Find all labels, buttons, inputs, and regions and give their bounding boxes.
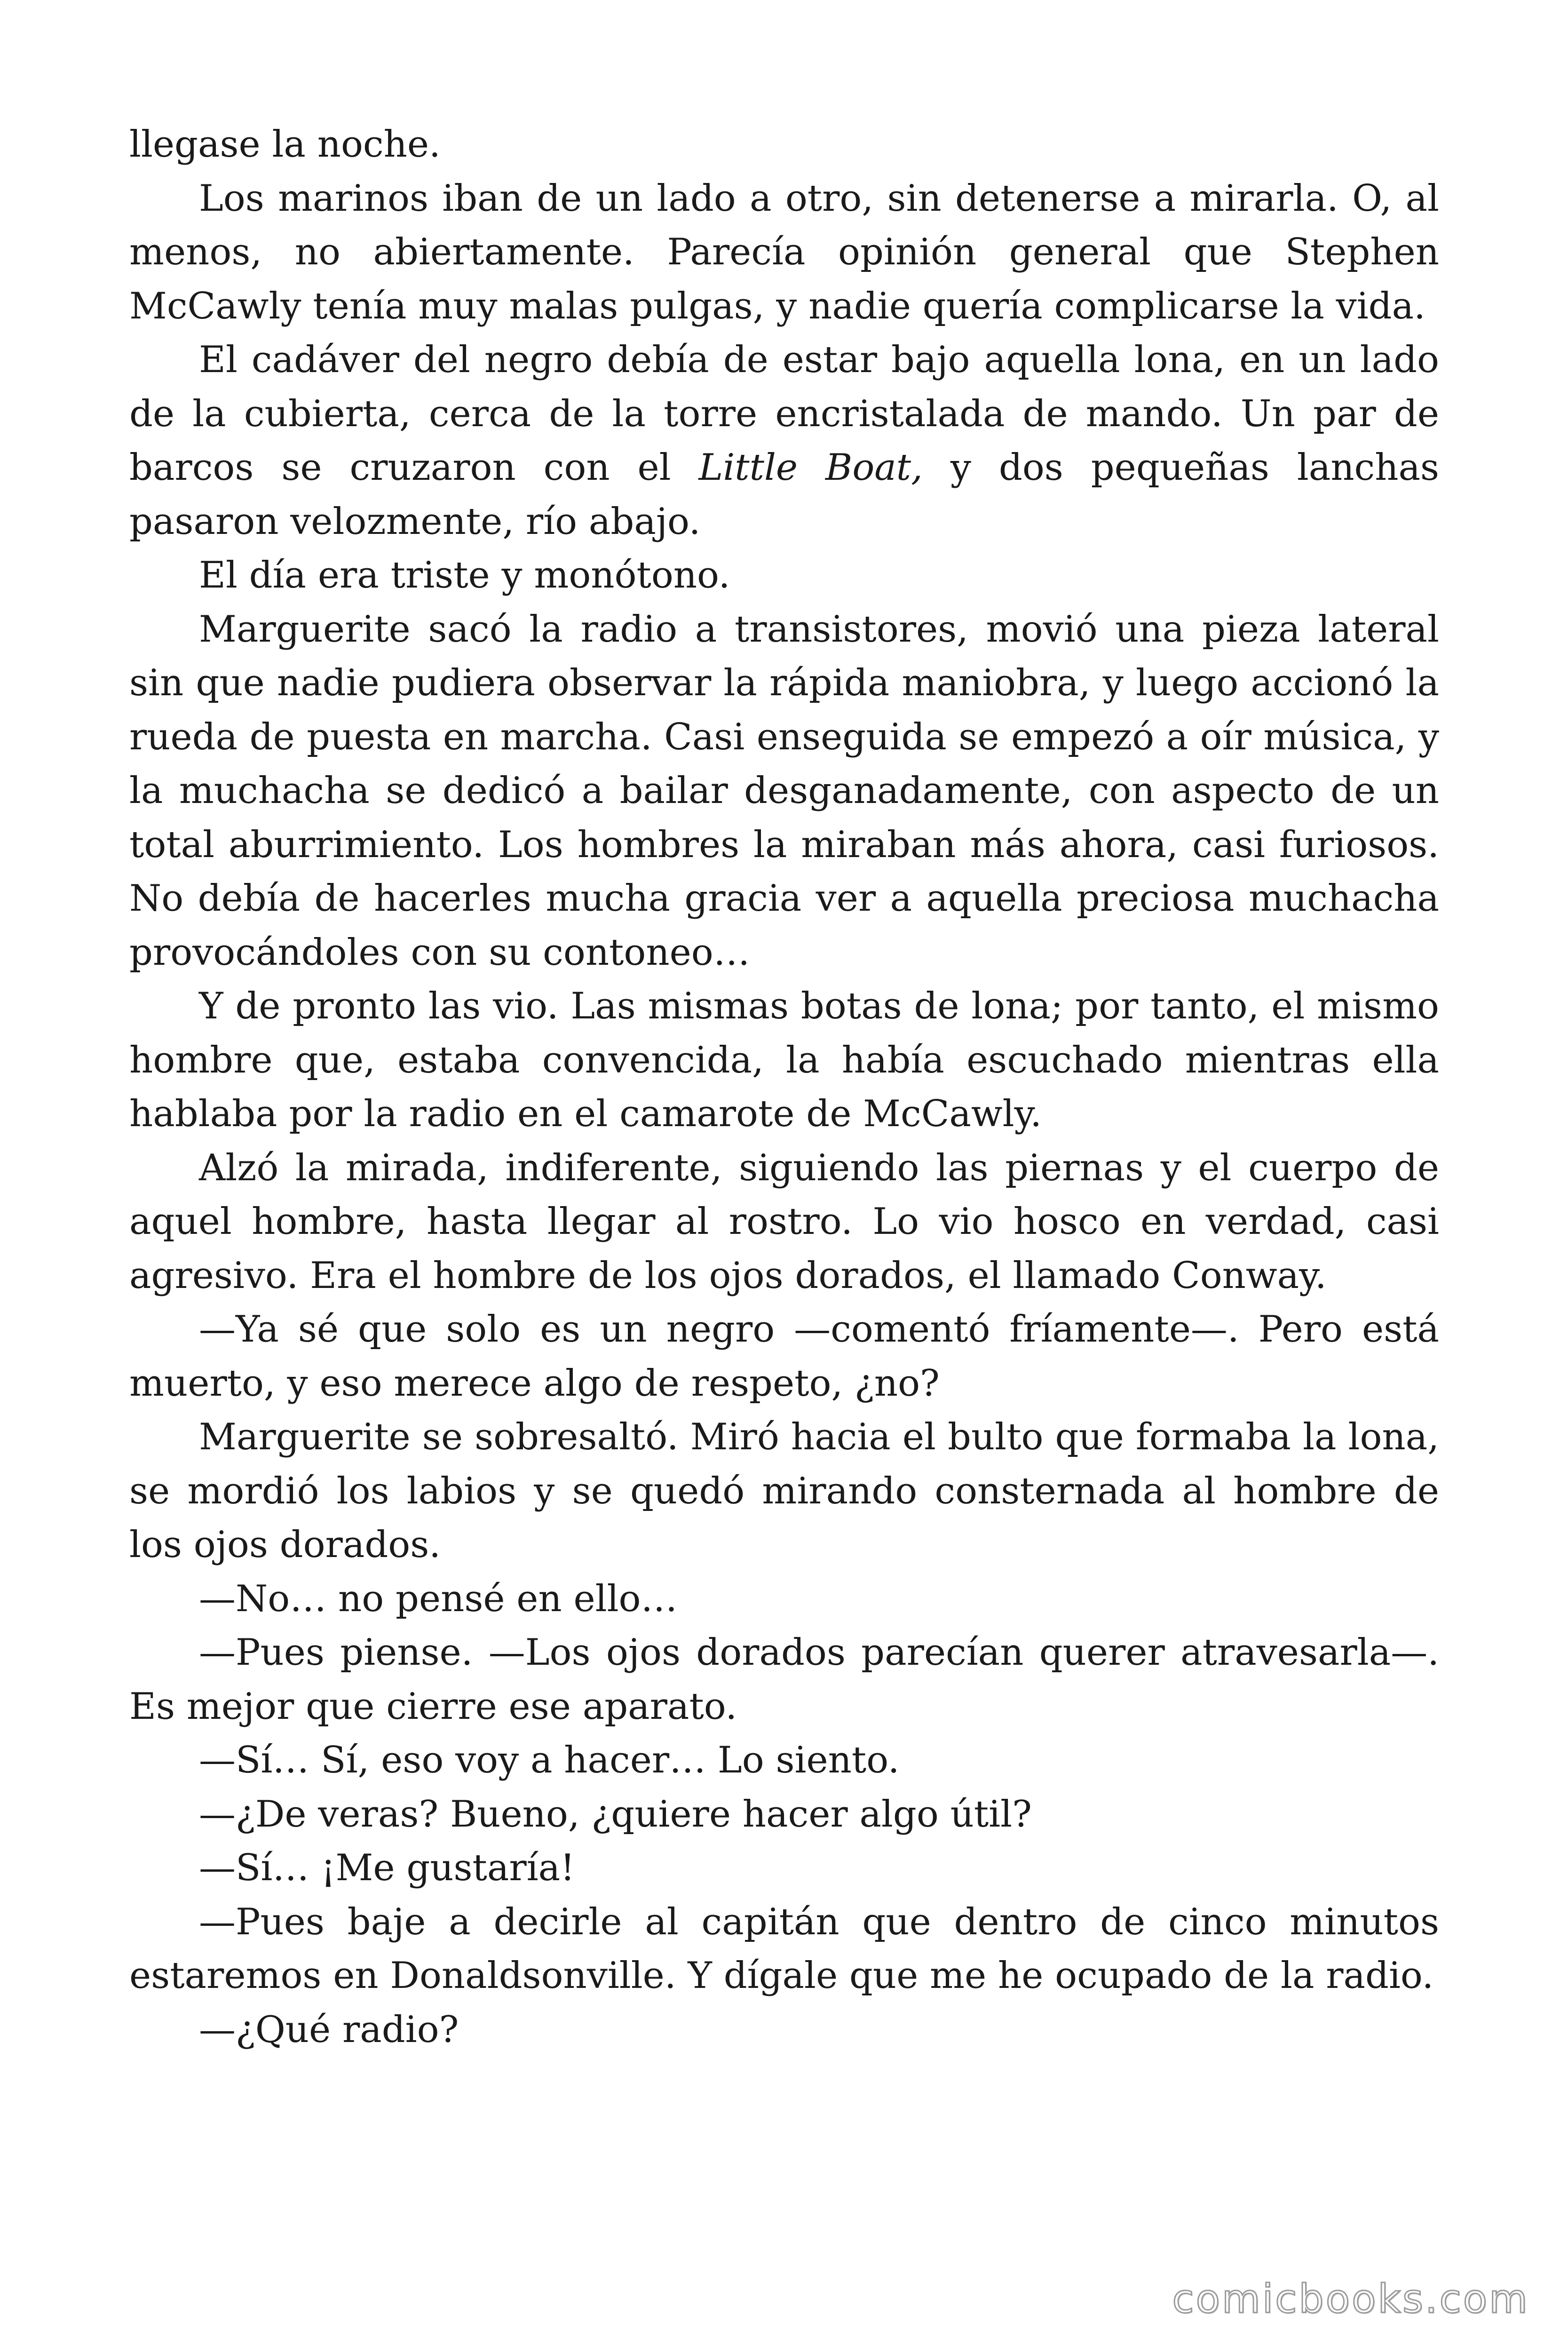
paragraph: Marguerite se sobresaltó. Miró hacia el bulto que formaba la lona, se mordió los labios y se quedó mirando consternada al hombre de los ojos dorados. — [129, 1416, 1439, 1566]
dialogue-paragraph: —Ya sé que solo es un negro —comentó fríamente—. Pero está muerto, y eso merece algo de respeto, ¿no? — [129, 1308, 1439, 1405]
boat-name-italic: Little Boat, — [698, 446, 923, 489]
dialogue-paragraph: —¿Qué radio? — [199, 2008, 459, 2051]
dialogue-paragraph: —Sí… Sí, eso voy a hacer… Lo siento. — [199, 1739, 900, 1781]
dialogue-paragraph: —Pues piense. —Los ojos dorados parecían querer atravesarla—. Es mejor que cierre ese aparato. — [129, 1631, 1439, 1728]
paragraph: Y de pronto las vio. Las mismas botas de lona; por tanto, el mismo hombre que, estaba convencida, la había escuchado mientras ella hablaba por la radio en el camarote de McCawly. — [129, 985, 1439, 1135]
site-watermark: comicbooks.com — [1172, 2276, 1529, 2322]
paragraph-continuation: llegase la noche. — [129, 123, 441, 166]
book-page-text — [129, 118, 1439, 2057]
paragraph: Los marinos iban de un lado a otro, sin detenerse a mirarla. O, al menos, no abiertamente. Parecía opinión general que Stephen McCawly tenía muy malas pulgas, y nadie quería complicarse la vida. — [129, 177, 1439, 327]
paragraph — [129, 333, 1439, 548]
paragraph: El día era triste y monótono. — [199, 554, 730, 596]
paragraph: Marguerite sacó la radio a transistores, movió una pieza lateral sin que nadie pudiera observar la rápida maniobra, y luego accionó la rueda de puesta en marcha. Casi enseguida se empezó a oír música, y la muchacha se dedicó a bailar desganadamente, con aspecto de un total aburrimiento. Los hombres la miraban más ahora, casi furiosos. No debía de hacerles mucha gracia ver a aquella preciosa muchacha provocándoles con su contoneo… — [129, 608, 1439, 974]
dialogue-paragraph: —Sí… ¡Me gustaría! — [199, 1847, 575, 1889]
paragraph-text: y dos pequeñas lanchas pasaron velozmente, río abajo. — [129, 446, 1440, 543]
paragraph: Alzó la mirada, indiferente, siguiendo las piernas y el cuerpo de aquel hombre, hasta llegar al rostro. Lo vio hosco en verdad, casi agresivo. Era el hombre de los ojos dorados, el llamado Conway. — [129, 1146, 1439, 1297]
dialogue-paragraph: —No… no pensé en ello… — [199, 1577, 678, 1620]
dialogue-paragraph: —Pues baje a decirle al capitán que dentro de cinco minutos estaremos en Donaldsonville. Y dígale que me he ocupado de la radio. — [129, 1900, 1439, 1997]
paragraph-text: El cadáver del negro debía de estar bajo aquella lona, en un lado de la cubierta, cerca de la torre encristalada de mando. Un par de barcos se cruzaron con el — [129, 339, 1439, 489]
dialogue-paragraph: —¿De veras? Bueno, ¿quiere hacer algo útil? — [199, 1793, 1032, 1836]
